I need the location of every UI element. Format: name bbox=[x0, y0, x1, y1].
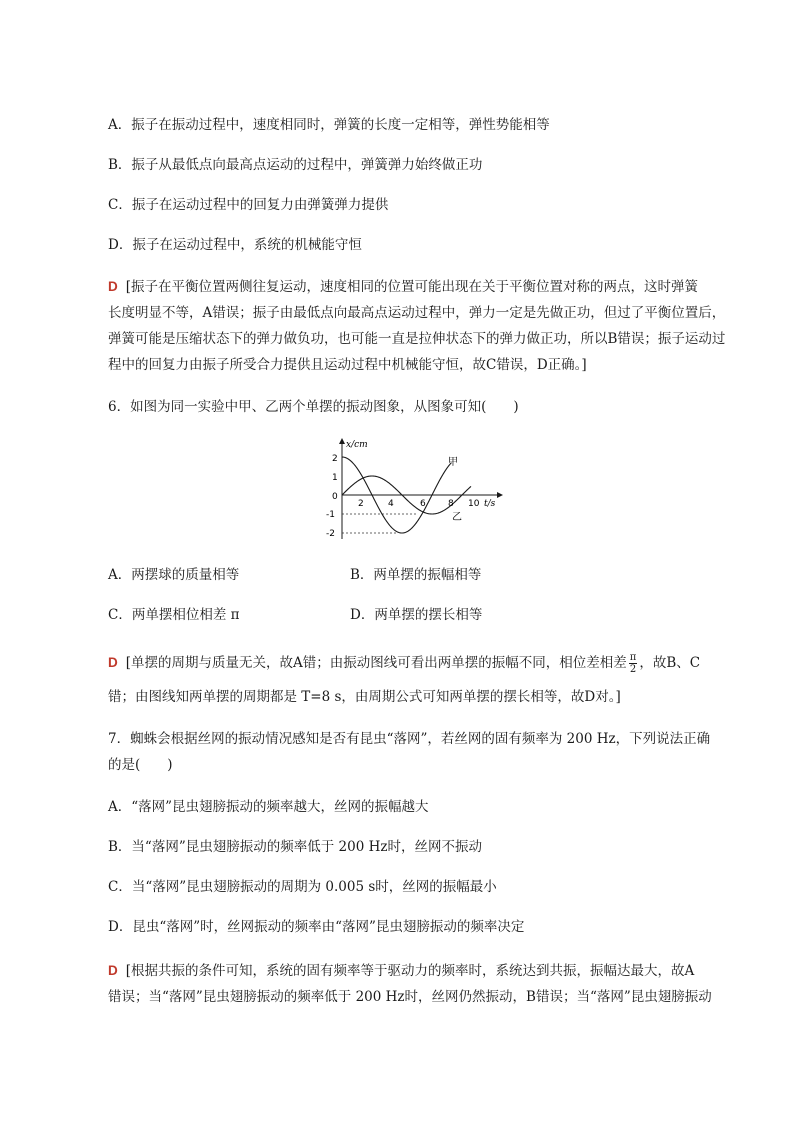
q5-answer-line-1 bbox=[108, 278, 698, 296]
q5-option-b: B．振子从最低点向最高点运动的过程中，弹簧弹力始终做正功 bbox=[108, 157, 483, 173]
q6-oscillation-graph bbox=[320, 435, 510, 545]
q7-answer-letter: D bbox=[108, 963, 118, 978]
x-tick-10: 10 bbox=[468, 499, 480, 509]
q6-answer-line-1 bbox=[108, 652, 700, 675]
q7-option-c: C．当“落网”昆虫翅膀振动的周期为 0.005 s时，丝网的振幅最小 bbox=[108, 879, 497, 895]
x-axis-label: t/s bbox=[484, 499, 496, 509]
y-tick-neg2: -2 bbox=[326, 529, 335, 539]
y-tick-0: 0 bbox=[332, 492, 338, 502]
q5-answer-line-2: 长度明显不等，A错误；振子由最低点向最高点运动过程中，弹力一定是先做正功，但过了平衡位置后， bbox=[108, 305, 726, 321]
q7-option-a: A．“落网”昆虫翅膀振动的频率越大，丝网的振幅越大 bbox=[108, 799, 429, 815]
fraction-denominator: 2 bbox=[629, 664, 637, 675]
q7-option-b: B．当“落网”昆虫翅膀振动的频率低于 200 Hz时，丝网不振动 bbox=[108, 839, 482, 855]
q7-answer-line-1 bbox=[108, 962, 694, 980]
label-yi: 乙 bbox=[452, 512, 462, 523]
label-jia: 甲 bbox=[448, 457, 458, 468]
x-tick-2: 2 bbox=[358, 499, 364, 509]
q6-answer-letter: D bbox=[108, 655, 118, 670]
x-tick-8: 8 bbox=[448, 499, 454, 509]
q5-answer-line-4: 程中的回复力由振子所受合力提供且运动过程中机械能守恒，故C错误，D正确。] bbox=[108, 357, 587, 373]
q6-answer-text-1a: [单摆的周期与质量无关，故A错；由振动图线可看出两单摆的振幅不同，相位差相差 bbox=[125, 655, 627, 671]
y-tick-1: 1 bbox=[332, 473, 338, 483]
q6-answer-line-2: 错；由图线知两单摆的周期都是 T=8 s，由周期公式可知两单摆的摆长相等，故D对。] bbox=[108, 689, 621, 705]
q6-option-d: D．两单摆的摆长相等 bbox=[350, 607, 483, 623]
q7-stem-line-1: 7．蜘蛛会根据丝网的振动情况感知是否有昆虫“落网”，若丝网的固有频率为 200 Hz，下列说法正确 bbox=[108, 731, 711, 747]
q7-answer-text-1: [根据共振的条件可知，系统的固有频率等于驱动力的频率时，系统达到共振，振幅达最大，故A bbox=[125, 963, 695, 979]
q6-stem: 6．如图为同一实验中甲、乙两个单摆的振动图象，从图象可知( ) bbox=[108, 399, 519, 415]
q6-answer-text-1b: ，故B、C bbox=[639, 655, 701, 671]
q6-option-b: B．两单摆的振幅相等 bbox=[350, 567, 482, 583]
q7-stem-line-2: 的是( ) bbox=[108, 757, 173, 773]
x-tick-4: 4 bbox=[388, 499, 394, 509]
q6-option-a: A．两摆球的质量相等 bbox=[108, 567, 240, 583]
y-tick-neg1: -1 bbox=[326, 510, 335, 520]
q5-option-d: D．振子在运动过程中，系统的机械能守恒 bbox=[108, 237, 362, 253]
q5-option-a: A．振子在振动过程中，速度相同时，弹簧的长度一定相等，弹性势能相等 bbox=[108, 117, 550, 133]
q5-answer-letter: D bbox=[108, 279, 118, 294]
q5-option-c: C．振子在运动过程中的回复力由弹簧弹力提供 bbox=[108, 197, 389, 213]
q6-option-c: C．两单摆相位相差 π bbox=[108, 607, 240, 623]
q5-answer-text-1: [振子在平衡位置两侧往复运动，速度相同的位置可能出现在关于平衡位置对称的两点，这时弹簧 bbox=[125, 279, 699, 295]
fraction-numerator: π bbox=[629, 652, 637, 663]
y-tick-2: 2 bbox=[332, 454, 338, 464]
x-tick-6: 6 bbox=[420, 499, 426, 509]
y-axis-label: x/cm bbox=[346, 440, 368, 450]
fraction-pi-over-2 bbox=[629, 652, 638, 675]
q7-answer-line-2: 错误；当“落网”昆虫翅膀振动的频率低于 200 Hz时，丝网仍然振动，B错误；当“落网”昆虫翅膀振动 bbox=[108, 989, 712, 1005]
q7-option-d: D．昆虫“落网”时，丝网振动的频率由“落网”昆虫翅膀振动的频率决定 bbox=[108, 919, 525, 935]
q5-answer-line-3: 弹簧可能是压缩状态下的弹力做负功，也可能一直是拉伸状态下的弹力做正功，所以B错误；振子运动过 bbox=[108, 331, 726, 347]
